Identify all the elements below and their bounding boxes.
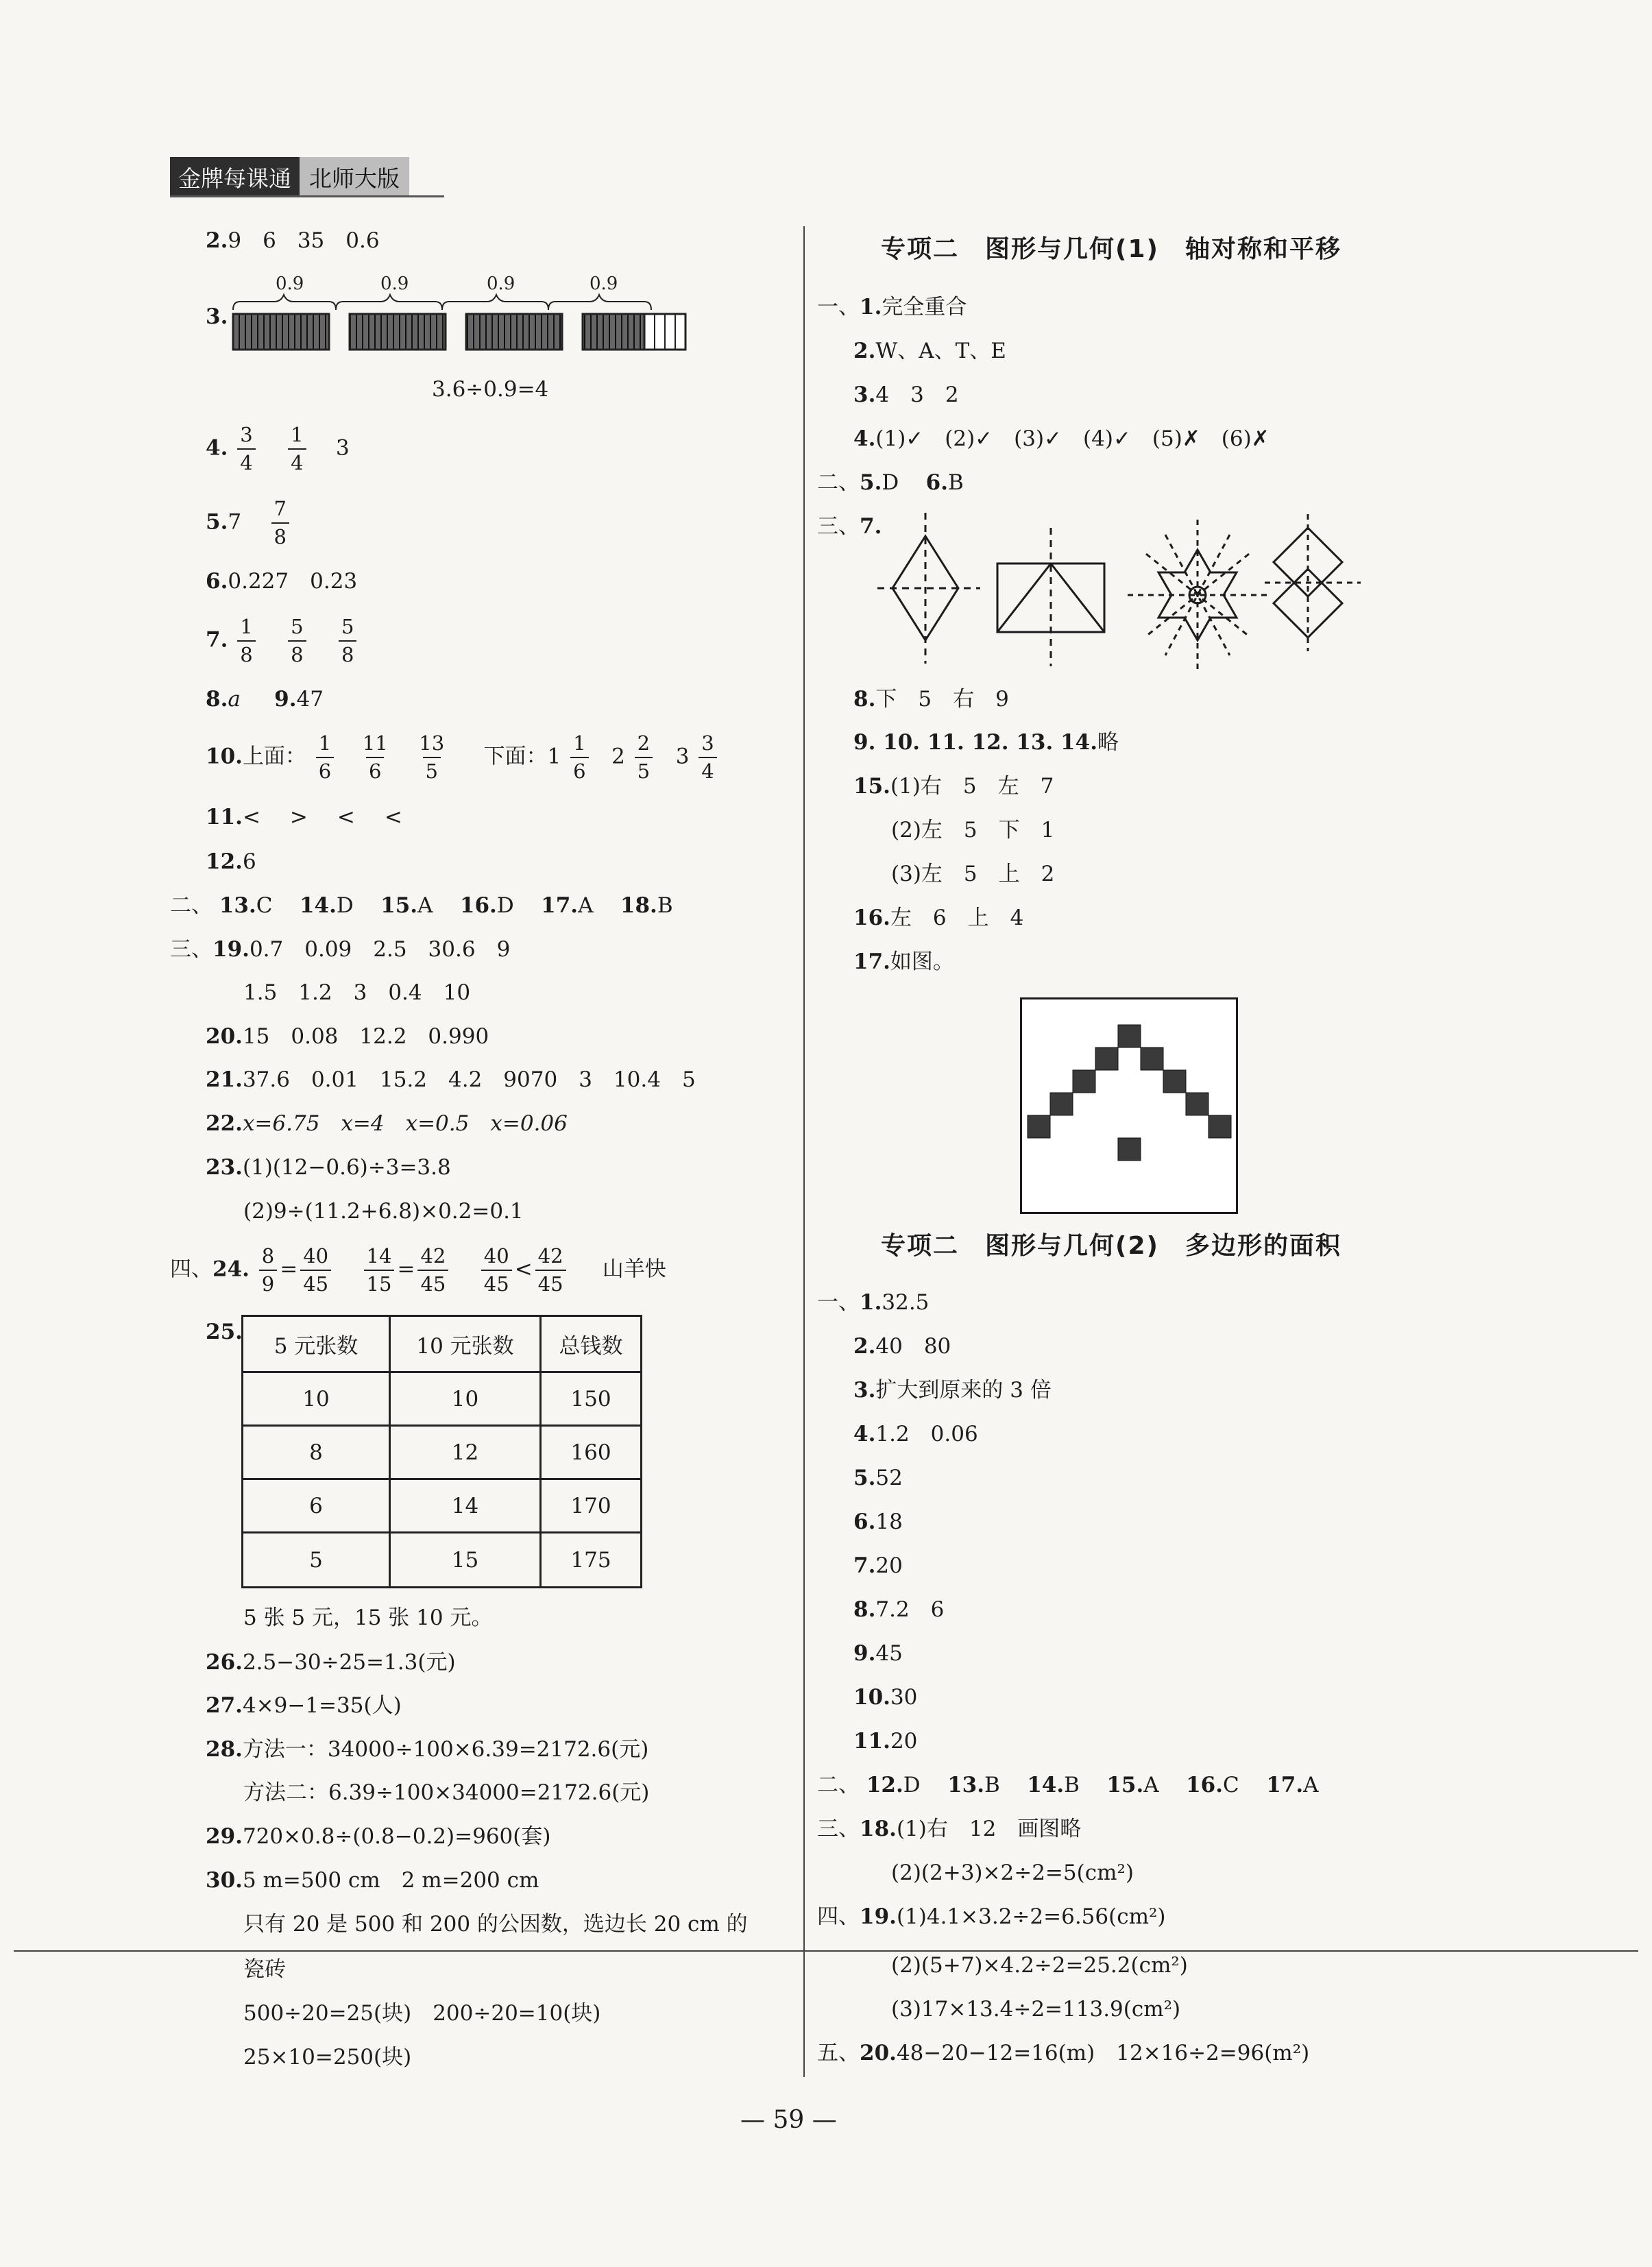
braces bbox=[233, 295, 651, 310]
answer-12: 12.6 bbox=[206, 849, 256, 874]
r-answer-3: 3.4 3 2 bbox=[853, 383, 959, 407]
s-answer-18-line2: (2)(2+3)×2÷2=5(cm²) bbox=[891, 1860, 1134, 1885]
table-cell: 10 bbox=[390, 1372, 541, 1426]
money-table bbox=[241, 1315, 642, 1588]
section-title-symmetry: 专项二 图形与几何(1) 轴对称和平移 bbox=[881, 235, 1341, 263]
answer-5: 5.7 $\frac{7}{8}$ bbox=[206, 499, 292, 547]
brand-title: 金牌每课通 bbox=[170, 157, 300, 197]
table-cell: 175 bbox=[541, 1533, 642, 1588]
answer-30-line5: 25×10=250(块) bbox=[243, 2045, 412, 2070]
bar-block-4 bbox=[583, 314, 644, 350]
answer-28: 28.方法一：34000÷100×6.39=2172.6(元) bbox=[206, 1737, 649, 1762]
r-answer-15-line2: (2)左 5 下 1 bbox=[891, 818, 1055, 842]
table-row bbox=[243, 1372, 642, 1426]
r-answer-5-6: 二、5.D 6.B bbox=[817, 470, 964, 495]
bar-block-1 bbox=[233, 314, 329, 350]
answer-8-9: 8.a 9.47 bbox=[206, 687, 324, 712]
brand-edition: 北师大版 bbox=[300, 157, 409, 197]
s-answer-8: 8.7.2 6 bbox=[853, 1597, 945, 1622]
s-answer-9: 9.45 bbox=[853, 1641, 903, 1666]
brace-label-4: 0.9 bbox=[590, 274, 618, 294]
s-answer-11: 11.20 bbox=[853, 1729, 918, 1754]
answer-24: 四、24. $\frac{8}{9}$ = $\frac{40}{45}$ $\frac{14}{15}$ = $\frac{42}{45}$ $\frac{40}{45}$ < $\frac{42}{45}$ 山羊快 bbox=[170, 1244, 666, 1296]
r-answer-4: 4.(1)✓ (2)✓ (3)✓ (4)✓ (5)✗ (6)✗ bbox=[853, 426, 1270, 451]
brace-label-1: 0.9 bbox=[276, 274, 304, 294]
answer-26: 26.2.5−30÷25=1.3(元) bbox=[206, 1650, 456, 1675]
r-answer-2: 2.W、A、T、E bbox=[853, 339, 1006, 363]
answer-21: 21.37.6 0.01 15.2 4.2 9070 3 10.4 5 bbox=[206, 1067, 696, 1092]
column-divider bbox=[803, 226, 805, 2077]
answer-20: 20.15 0.08 12.2 0.990 bbox=[206, 1024, 489, 1049]
r-answer-17: 17.如图。 bbox=[853, 949, 954, 974]
answer-19: 三、19.0.7 0.09 2.5 30.6 9 bbox=[170, 937, 511, 962]
table-row bbox=[243, 1479, 642, 1533]
section-2-choices: 二、 13.C 14.D 15.A 16.D 17.A 18.B bbox=[170, 893, 673, 918]
table-cell: 14 bbox=[390, 1479, 541, 1533]
s-answer-20: 五、20.48−20−12=16(m) 12×16÷2=96(m²) bbox=[817, 2041, 1310, 2065]
figure-star bbox=[1128, 520, 1268, 670]
answer-6: 6.0.227 0.23 bbox=[206, 569, 358, 594]
answer-23-line2: (2)9÷(11.2+6.8)×0.2=0.1 bbox=[243, 1199, 524, 1224]
figure-rhombus bbox=[877, 513, 980, 664]
r-answer-9-14: 9. 10. 11. 12. 13. 14.略 bbox=[853, 730, 1119, 755]
s-answer-3: 3.扩大到原来的 3 倍 bbox=[853, 1378, 1052, 1403]
figure-double-diamond bbox=[1265, 514, 1361, 651]
s-answer-19-line2: (2)(5+7)×4.2÷2=25.2(cm²) bbox=[891, 1953, 1188, 1978]
answer-30-line3: 瓷砖 bbox=[243, 1957, 286, 1982]
table-header-row bbox=[243, 1316, 642, 1372]
section-title-area: 专项二 图形与几何(2) 多边形的面积 bbox=[881, 1232, 1341, 1260]
r-answer-15: 15.(1)右 5 左 7 bbox=[853, 774, 1054, 799]
answer-11: 11.< > < < bbox=[206, 805, 406, 829]
answer-27: 27.4×9−1=35(人) bbox=[206, 1693, 402, 1718]
pixel-grid-figure bbox=[1020, 997, 1239, 1215]
s-answer-2: 2.40 80 bbox=[853, 1334, 951, 1359]
table-cell: 150 bbox=[541, 1372, 642, 1426]
bottom-rule bbox=[14, 1950, 1638, 1952]
table-cell: 6 bbox=[243, 1479, 390, 1533]
bar-block-3 bbox=[466, 314, 562, 350]
table-row bbox=[243, 1426, 642, 1479]
answer-28-line2: 方法二：6.39÷100×34000=2172.6(元) bbox=[243, 1780, 650, 1805]
symmetry-figures bbox=[877, 507, 1371, 672]
r-answer-7-label: 三、7. bbox=[817, 514, 882, 539]
section-2b-choices: 二、 12.D 13.B 14.B 15.A 16.C 17.A bbox=[817, 1773, 1319, 1797]
figure-rectangle bbox=[997, 528, 1104, 666]
table-header: 5 元张数 bbox=[243, 1316, 390, 1372]
answer-3-label: 3. bbox=[206, 304, 228, 329]
answer-30: 30.5 m=500 cm 2 m=200 cm bbox=[206, 1868, 539, 1893]
brace-label-2: 0.9 bbox=[380, 274, 409, 294]
answer-19-line2: 1.5 1.2 3 0.4 10 bbox=[243, 980, 471, 1005]
table-cell: 170 bbox=[541, 1479, 642, 1533]
brand-banner bbox=[170, 159, 409, 195]
s-answer-19-line3: (3)17×13.4÷2=113.9(cm²) bbox=[891, 1997, 1181, 2022]
table-cell: 8 bbox=[243, 1426, 390, 1479]
r-answer-1: 一、1.完全重合 bbox=[817, 295, 967, 319]
table-cell: 160 bbox=[541, 1426, 642, 1479]
table-cell: 5 bbox=[243, 1533, 390, 1588]
s-answer-18: 三、18.(1)右 12 画图略 bbox=[817, 1817, 1082, 1841]
table-header: 10 元张数 bbox=[390, 1316, 541, 1372]
s-answer-7: 7.20 bbox=[853, 1553, 903, 1578]
brace-label-3: 0.9 bbox=[487, 274, 515, 294]
answer-23: 23.(1)(12−0.6)÷3=3.8 bbox=[206, 1155, 451, 1180]
r-answer-16: 16.左 6 上 4 bbox=[853, 906, 1024, 930]
answer-25-label: 25. bbox=[206, 1320, 243, 1344]
answer-7: 7. $\frac{1}{8}$ $\frac{5}{8}$ $\frac{5}{8}$ bbox=[206, 617, 359, 665]
answer-29: 29.720×0.8÷(0.8−0.2)=960(套) bbox=[206, 1824, 551, 1849]
answer-10: 10.上面： $\frac{1}{6}$ $\frac{11}{6}$ $\frac{13}{5}$ 下面：1 $\frac{1}{6}$ 2 $\frac{2}{5}$ 3 $\frac{3}{4}$ bbox=[206, 734, 720, 781]
table-header: 总钱数 bbox=[541, 1316, 642, 1372]
s-answer-1: 一、1.32.5 bbox=[817, 1290, 930, 1315]
answer-4: 4. $\frac{3}{4}$ $\frac{1}{4}$ 3 bbox=[206, 423, 350, 474]
table-cell: 12 bbox=[390, 1426, 541, 1479]
answer-3-equation: 3.6÷0.9=4 bbox=[432, 377, 549, 402]
s-answer-10: 10.30 bbox=[853, 1685, 918, 1710]
answer-2: 2.9 6 35 0.6 bbox=[206, 228, 380, 253]
table-cell: 15 bbox=[390, 1533, 541, 1588]
r-answer-15-line3: (3)左 5 上 2 bbox=[891, 862, 1055, 886]
page-number: — 59 — bbox=[740, 2106, 837, 2134]
bar-block-2 bbox=[350, 314, 446, 350]
answer-30-line4: 500÷20=25(块) 200÷20=10(块) bbox=[243, 2001, 601, 2026]
s-answer-5: 5.52 bbox=[853, 1466, 903, 1490]
header-rule bbox=[170, 195, 444, 197]
r-answer-8: 8.下 5 右 9 bbox=[853, 687, 1009, 712]
table-cell: 10 bbox=[243, 1372, 390, 1426]
answer-30-line2: 只有 20 是 500 和 200 的公因数，选边长 20 cm 的 bbox=[243, 1912, 748, 1937]
answer-22: 22.x=6.75 x=4 x=0.5 x=0.06 bbox=[206, 1111, 568, 1136]
s-answer-6: 6.18 bbox=[853, 1510, 903, 1534]
table-row bbox=[243, 1533, 642, 1588]
s-answer-19: 四、19.(1)4.1×3.2÷2=6.56(cm²) bbox=[817, 1904, 1166, 1929]
answer-3-bar-diagram bbox=[226, 274, 692, 356]
s-answer-4: 4.1.2 0.06 bbox=[853, 1422, 978, 1446]
answer-25-conclusion: 5 张 5 元，15 张 10 元。 bbox=[243, 1605, 493, 1630]
